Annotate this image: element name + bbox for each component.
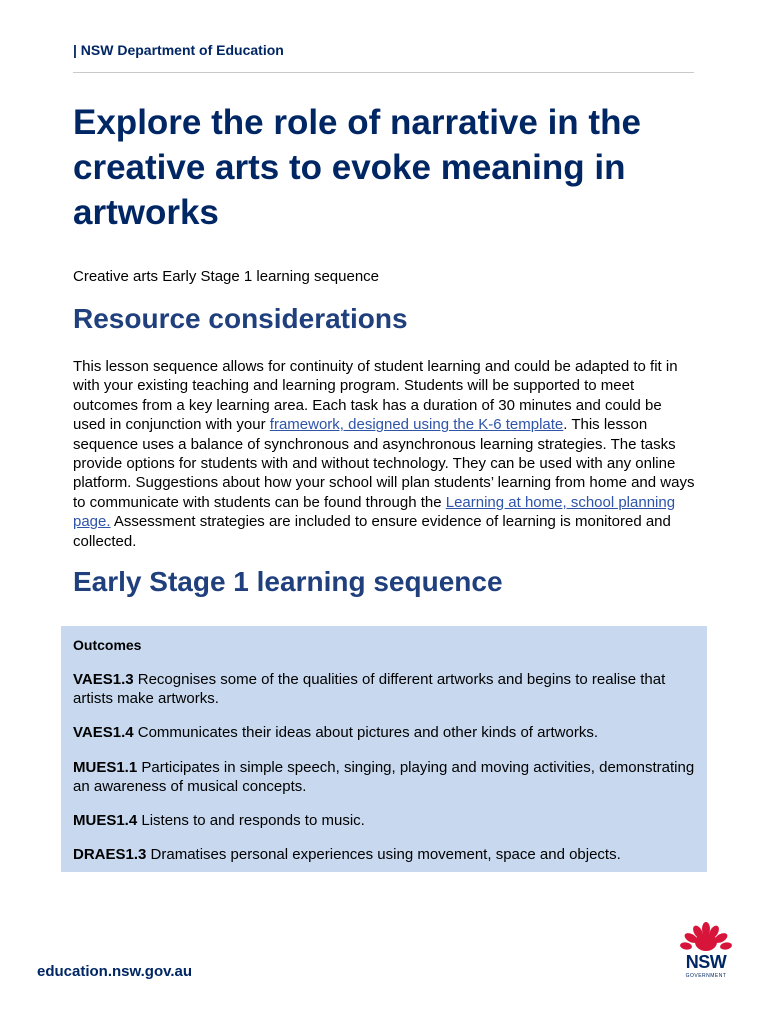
outcome-text: Recognises some of the qualities of different artworks and begins to realise that artists make artworks. — [73, 671, 666, 707]
outcome-item — [73, 845, 698, 864]
paragraph-text-2: . This lesson sequence uses a balance of synchronous and asynchronous learning strategies. The tasks provide options for students with and without technology. They can be used with any online platform. Suggestions about how your school will plan students’ learning from home and ways to communicate with students can be found through the — [73, 416, 695, 511]
learning-at-home-link[interactable]: Learning at home, school planning page. — [73, 493, 676, 531]
header-divider — [73, 72, 694, 73]
footer-url: education.nsw.gov.au — [37, 963, 193, 980]
outcome-code: MUES1.1 — [73, 759, 138, 776]
framework-link[interactable]: framework, designed using the K-6 template — [269, 416, 564, 434]
outcome-item — [73, 811, 698, 830]
department-header: | NSW Department of Education — [73, 42, 284, 58]
resource-paragraph — [73, 357, 698, 551]
outcome-code: VAES1.3 — [73, 671, 134, 688]
outcome-code: DRAES1.3 — [73, 846, 147, 863]
logo-subtext: GOVERNMENT — [685, 973, 727, 979]
outcomes-title: Outcomes — [73, 637, 142, 653]
outcome-text: Dramatises personal experiences using movement, space and objects. — [146, 846, 621, 863]
paragraph-text-1: This lesson sequence allows for continuity of student learning and could be adapted to fit in with your existing teaching and learning program. Students will be supported to meet outcomes from a key learning area. Each task has a duration of 30 minutes and could be used in conjunction with your — [73, 358, 678, 434]
waratah-icon — [676, 922, 736, 954]
page-subtitle: Creative arts Early Stage 1 learning sequence — [73, 268, 380, 285]
outcome-code: VAES1.4 — [73, 724, 134, 741]
outcome-text: Listens to and responds to music. — [137, 812, 365, 829]
learning-sequence-heading: Early Stage 1 learning sequence — [73, 566, 503, 597]
outcome-item — [73, 758, 698, 796]
outcome-item — [73, 723, 698, 742]
paragraph-text-3: Assessment strategies are included to ensure evidence of learning is monitored and collected. — [73, 513, 671, 550]
outcome-code: MUES1.4 — [73, 812, 138, 829]
page-title: Explore the role of narrative in the creative arts to evoke meaning in artworks — [73, 103, 641, 232]
outcome-text: Communicates their ideas about pictures and other kinds of artworks. — [133, 724, 598, 741]
outcome-item — [73, 670, 698, 708]
logo-wordmark: NSW — [685, 952, 727, 972]
outcomes-panel — [61, 626, 707, 872]
resource-considerations-heading: Resource considerations — [73, 303, 408, 334]
nsw-government-logo — [676, 922, 736, 982]
outcome-text: Participates in simple speech, singing, playing and moving activities, demonstrating an awareness of musical concepts. — [73, 759, 695, 795]
